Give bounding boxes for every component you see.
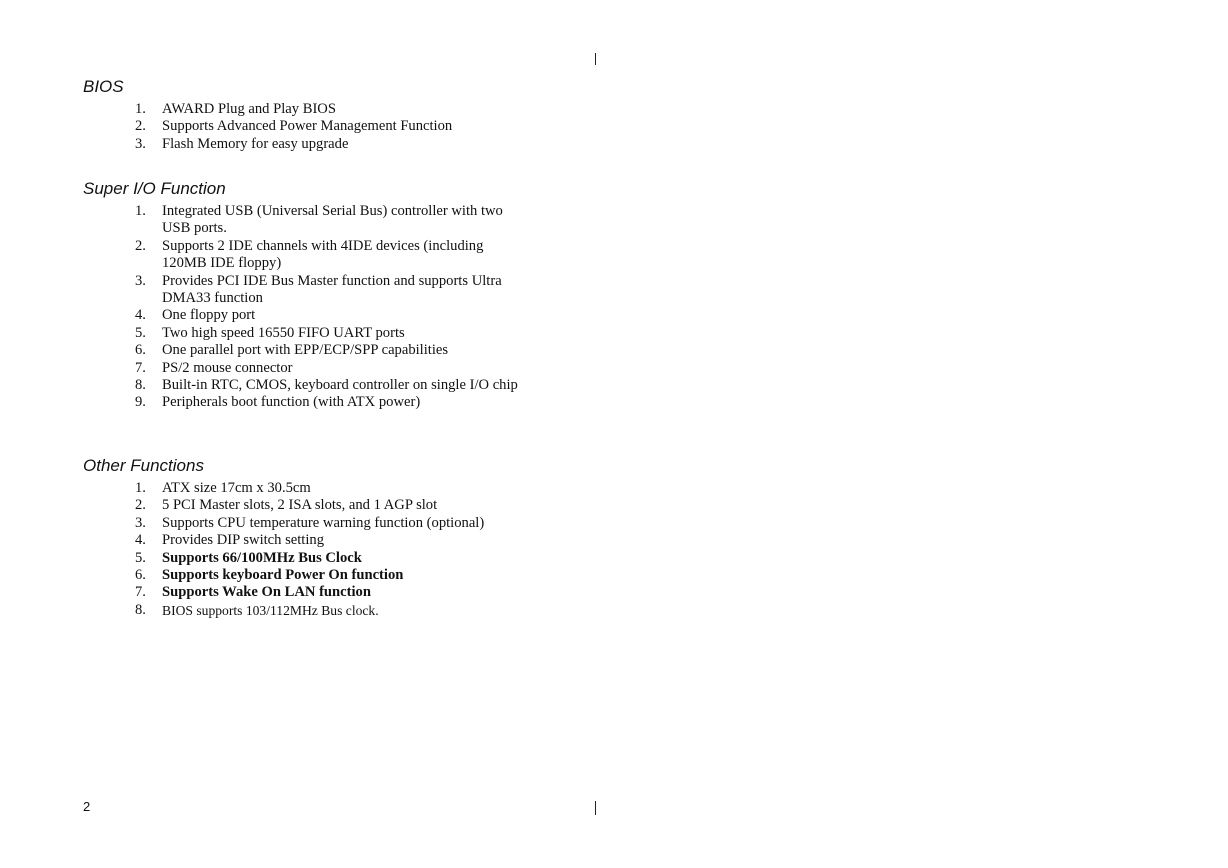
item-number: 9. — [135, 394, 146, 411]
item-text: PS/2 mouse connector — [162, 359, 293, 376]
item-number: 7. — [135, 584, 146, 601]
item-number: 8. — [135, 601, 146, 618]
item-number: 3. — [135, 272, 146, 289]
item-text: 5 PCI Master slots, 2 ISA slots, and 1 AGP slot — [162, 497, 438, 514]
item-number: 2. — [135, 118, 146, 135]
item-number: 7. — [135, 359, 146, 376]
list-item — [135, 118, 524, 135]
item-number: 6. — [135, 567, 146, 584]
item-number: 1. — [135, 480, 146, 496]
item-number: 8. — [135, 377, 146, 394]
list-item — [135, 273, 524, 308]
item-number: 4. — [135, 532, 146, 549]
item-text: BIOS supports 103/112MHz Bus clock. — [162, 602, 379, 618]
list-item — [135, 238, 524, 273]
item-number: 1. — [135, 203, 146, 219]
list-item — [135, 480, 524, 497]
item-text: AWARD Plug and Play BIOS — [162, 101, 336, 117]
section-heading-other-functions: Other Functions — [83, 456, 204, 475]
item-text: Flash Memory for easy upgrade — [162, 135, 349, 152]
item-text: ATX size 17cm x 30.5cm — [162, 480, 311, 496]
item-text: Supports Wake On LAN function — [162, 584, 371, 601]
bottom-center-mark — [595, 801, 596, 815]
item-text: Supports CPU temperature warning function (optional) — [162, 514, 485, 531]
item-number: 6. — [135, 342, 146, 359]
list-item — [135, 550, 524, 567]
item-text: One parallel port with EPP/ECP/SPP capabilities — [162, 342, 449, 359]
item-number: 1. — [135, 101, 146, 117]
list-item — [135, 532, 524, 549]
item-text: Provides DIP switch setting — [162, 532, 325, 549]
list-item — [135, 567, 524, 584]
item-text: Supports 2 IDE channels with 4IDE devices (including 120MB IDE floppy) — [162, 237, 484, 272]
list-item — [135, 602, 524, 619]
item-text: Peripherals boot function (with ATX power) — [162, 394, 421, 411]
list-item — [135, 497, 524, 514]
item-number: 2. — [135, 237, 146, 254]
item-number: 5. — [135, 324, 146, 341]
item-number: 3. — [135, 135, 146, 152]
item-text: Integrated USB (Universal Serial Bus) controller with two USB ports. — [162, 203, 503, 237]
item-number: 3. — [135, 514, 146, 531]
item-text: One floppy port — [162, 307, 256, 324]
super-io-feature-list — [135, 203, 524, 412]
item-text: Two high speed 16550 FIFO UART ports — [162, 324, 405, 341]
list-item — [135, 584, 524, 601]
bios-feature-list — [135, 101, 524, 153]
list-item — [135, 136, 524, 153]
list-item — [135, 101, 524, 118]
list-item — [135, 515, 524, 532]
top-center-mark — [595, 53, 596, 65]
item-text: Provides PCI IDE Bus Master function and supports Ultra DMA33 function — [162, 272, 502, 307]
item-number: 2. — [135, 497, 146, 514]
list-item — [135, 307, 524, 324]
page-number: 2 — [83, 799, 91, 814]
list-item — [135, 394, 524, 411]
item-text: Supports keyboard Power On function — [162, 567, 404, 584]
item-text: Supports Advanced Power Management Function — [162, 118, 453, 135]
other-functions-list — [135, 480, 524, 619]
item-text: Built-in RTC, CMOS, keyboard controller on single I/O chip — [162, 377, 518, 394]
list-item — [135, 377, 524, 394]
item-number: 4. — [135, 307, 146, 324]
section-heading-bios: BIOS — [83, 77, 124, 96]
list-item — [135, 325, 524, 342]
list-item — [135, 342, 524, 359]
item-text: Supports 66/100MHz Bus Clock — [162, 549, 362, 566]
list-item — [135, 360, 524, 377]
list-item — [135, 203, 524, 238]
section-heading-super-io: Super I/O Function — [83, 179, 226, 198]
item-number: 5. — [135, 549, 146, 566]
